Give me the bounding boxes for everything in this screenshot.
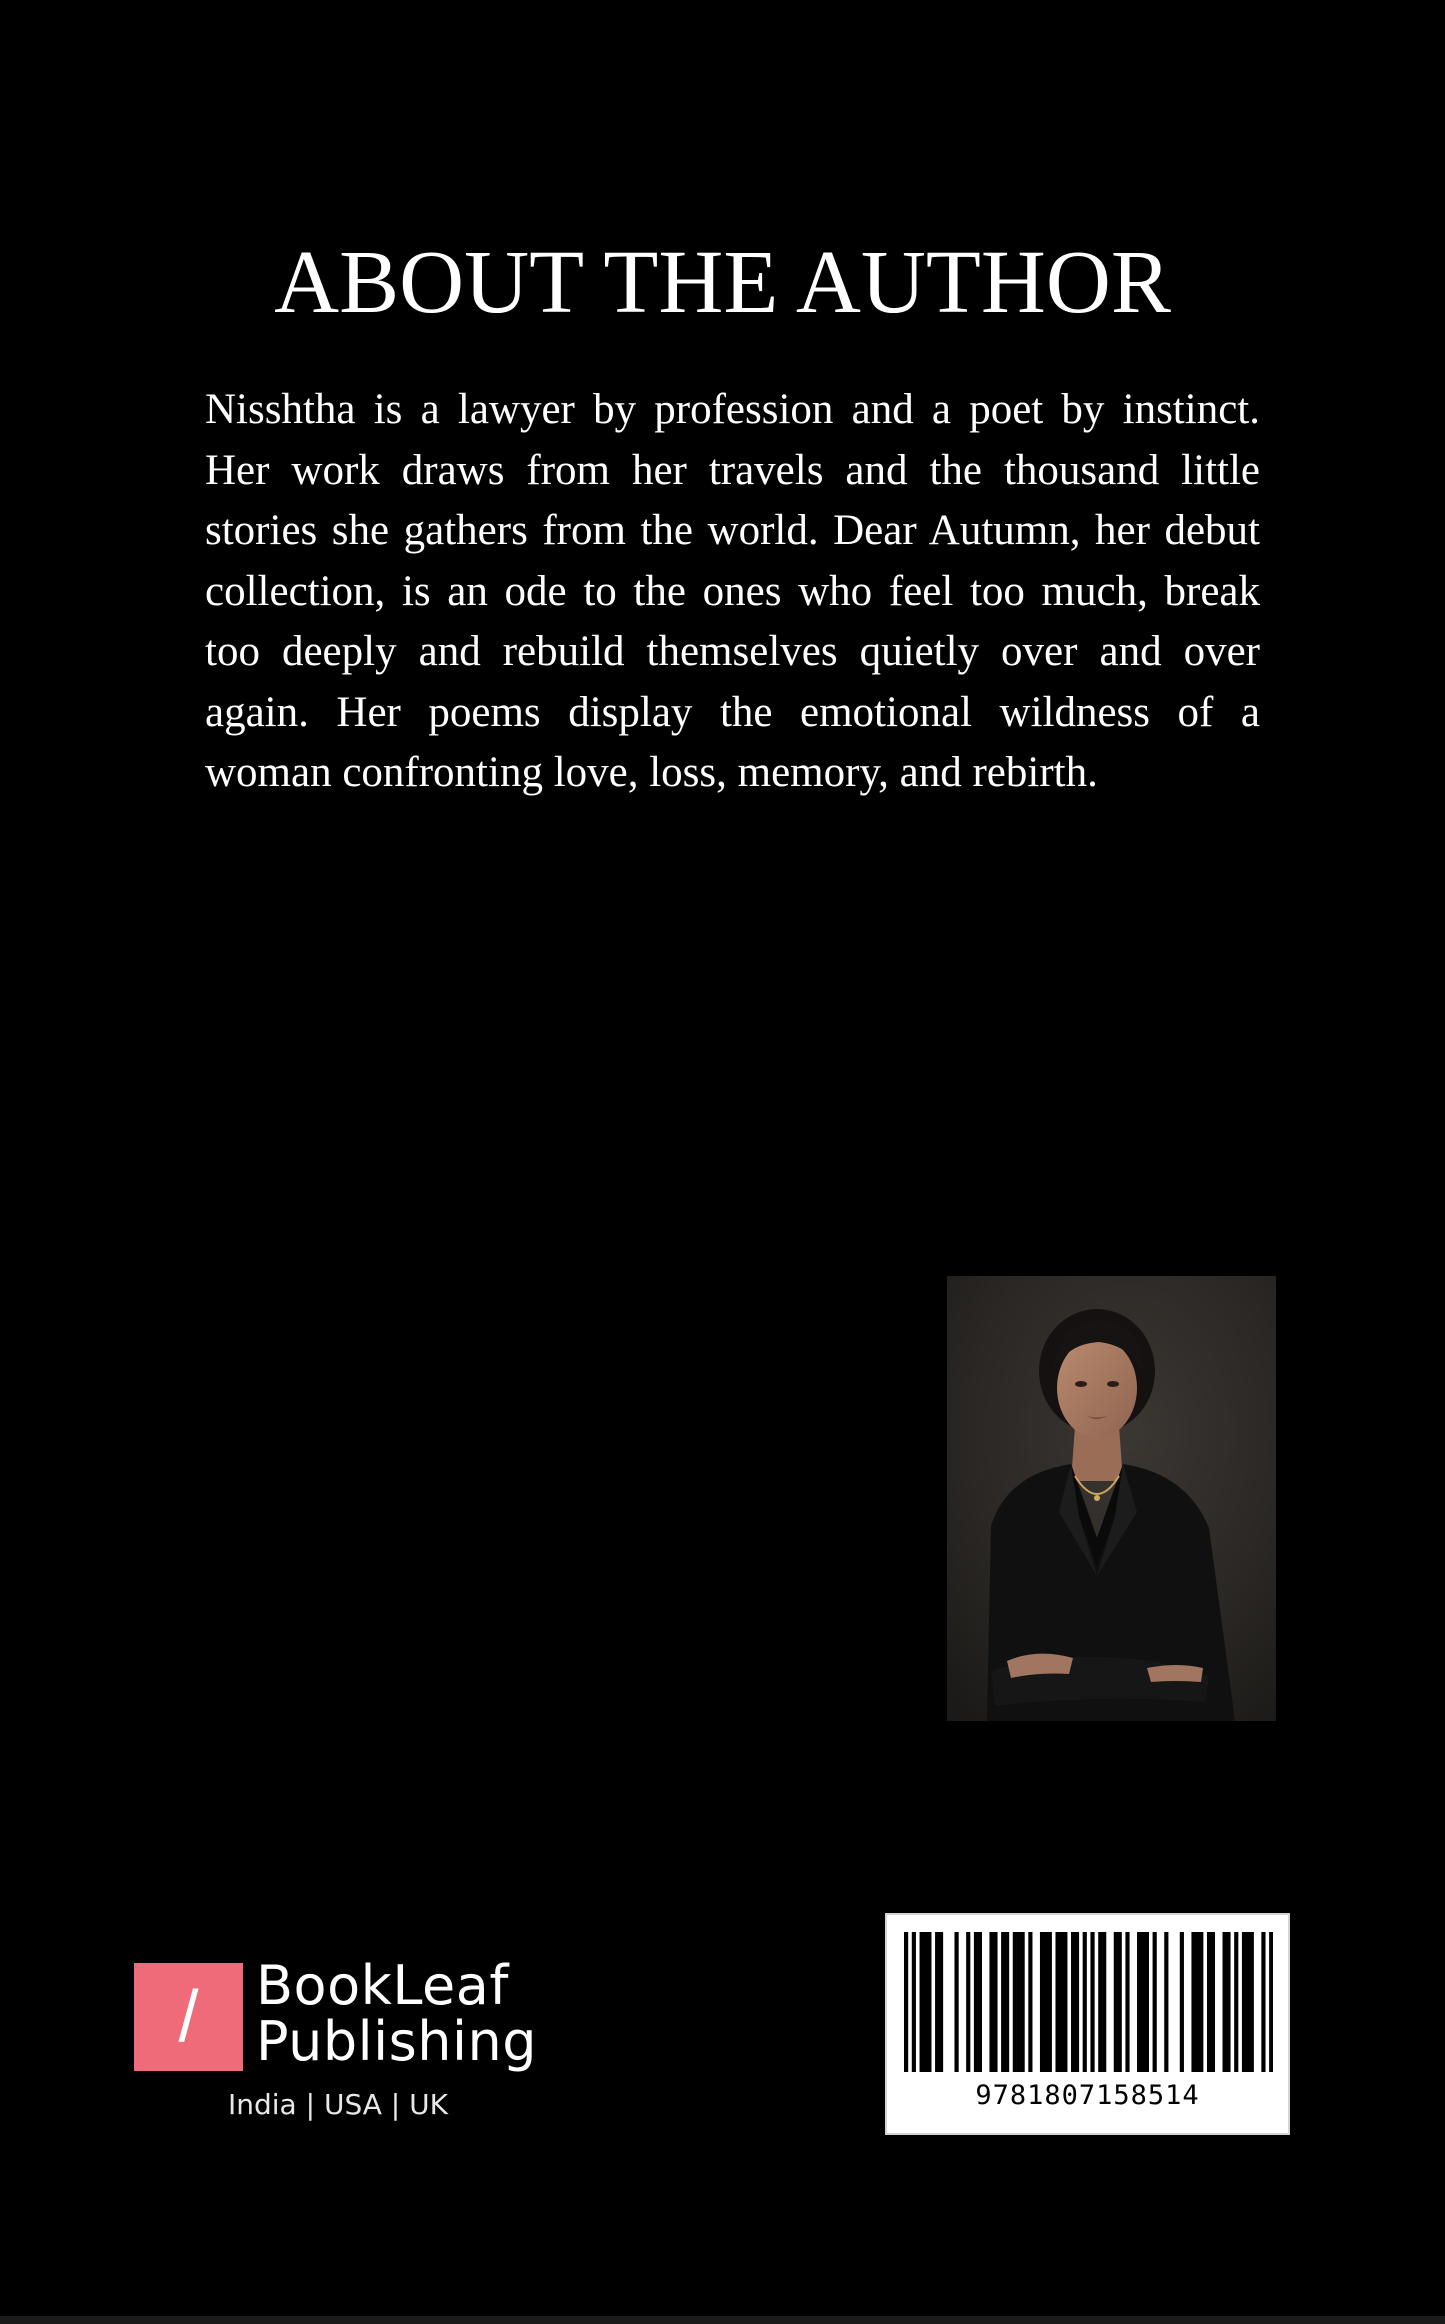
barcode-bar	[1114, 1932, 1118, 2072]
barcode-bar	[1040, 1932, 1044, 2072]
barcode-bar	[1180, 1932, 1184, 2072]
isbn-number: 9781807158514	[975, 2080, 1200, 2111]
barcode-bar	[1071, 1932, 1075, 2072]
barcode-bar	[1001, 1932, 1005, 2072]
barcode-bar	[966, 1932, 970, 2072]
publisher-name-line1: BookLeaf	[256, 1954, 509, 2017]
barcode-bar	[1063, 1932, 1067, 2072]
barcode-bar	[1044, 1932, 1048, 2072]
barcode-bar	[1191, 1932, 1195, 2072]
author-bio: Nisshtha is a lawyer by profession and a poet by instinct. Her work draws from her travels and the thousand little stories she gathers from the world. Dear Autumn, her debut collection, is an ode to the ones who feel too much, break too deeply and rebuild themselves quietly over and over again. Her poems display the emotional wildness of a woman confronting love, loss, memory, and rebirth.	[205, 386, 1260, 796]
barcode-bar	[1153, 1932, 1157, 2072]
barcode-bar	[1125, 1932, 1129, 2072]
barcode-bar	[1250, 1932, 1254, 2072]
barcode-bar	[1269, 1932, 1273, 2072]
barcode-bar	[1145, 1932, 1149, 2072]
logo-mark	[134, 1963, 243, 2071]
barcode-bar	[1242, 1932, 1246, 2072]
barcode-bar	[1234, 1932, 1238, 2072]
slash-icon: /	[178, 1977, 199, 2057]
author-photo	[947, 1276, 1276, 1721]
barcode-bar	[1226, 1932, 1230, 2072]
barcode-bar	[989, 1932, 993, 2072]
barcode-bar	[935, 1932, 939, 2072]
barcode-bar	[1118, 1932, 1122, 2072]
barcode-bar	[974, 1932, 978, 2072]
barcode-bar	[978, 1932, 982, 2072]
barcode-bar	[1059, 1932, 1063, 2072]
barcode-bar	[1246, 1932, 1250, 2072]
section-heading: ABOUT THE AUTHOR	[274, 233, 1171, 332]
barcode-bar	[1005, 1932, 1009, 2072]
barcode-bar	[1199, 1932, 1203, 2072]
bottom-edge	[0, 2316, 1445, 2324]
publisher-logo	[134, 1956, 554, 2136]
barcode-bar	[1013, 1932, 1017, 2072]
barcode-bar	[920, 1932, 924, 2072]
barcode-bar	[1195, 1932, 1199, 2072]
barcode-bar	[1137, 1932, 1141, 2072]
barcode-bar	[1021, 1932, 1025, 2072]
barcode-bar	[927, 1932, 931, 2072]
barcode-bar	[1223, 1932, 1227, 2072]
barcode-bar	[1207, 1932, 1211, 2072]
barcode-bar	[1261, 1932, 1265, 2072]
publisher-regions: India | USA | UK	[228, 2088, 448, 2121]
barcode-bar	[1075, 1932, 1079, 2072]
barcode-bar	[954, 1932, 958, 2072]
barcode-bar	[1083, 1932, 1087, 2072]
barcode-bar	[912, 1932, 916, 2072]
barcode-bar	[939, 1932, 943, 2072]
barcode-bar	[1017, 1932, 1021, 2072]
publisher-name-line2: Publishing	[256, 2010, 537, 2073]
barcode-bar	[1164, 1932, 1168, 2072]
barcode-bars	[904, 1932, 1273, 2072]
barcode-bar	[1090, 1932, 1094, 2072]
barcode-bar	[1141, 1932, 1145, 2072]
barcode-bar	[1098, 1932, 1102, 2072]
barcode-bar	[993, 1932, 997, 2072]
barcode-bar	[1048, 1932, 1052, 2072]
isbn-barcode	[885, 1913, 1290, 2135]
barcode-bar	[923, 1932, 927, 2072]
barcode-bar	[1102, 1932, 1106, 2072]
barcode-bar	[1211, 1932, 1215, 2072]
barcode-bar	[1055, 1932, 1059, 2072]
barcode-bar	[1028, 1932, 1032, 2072]
barcode-bar	[904, 1932, 908, 2072]
